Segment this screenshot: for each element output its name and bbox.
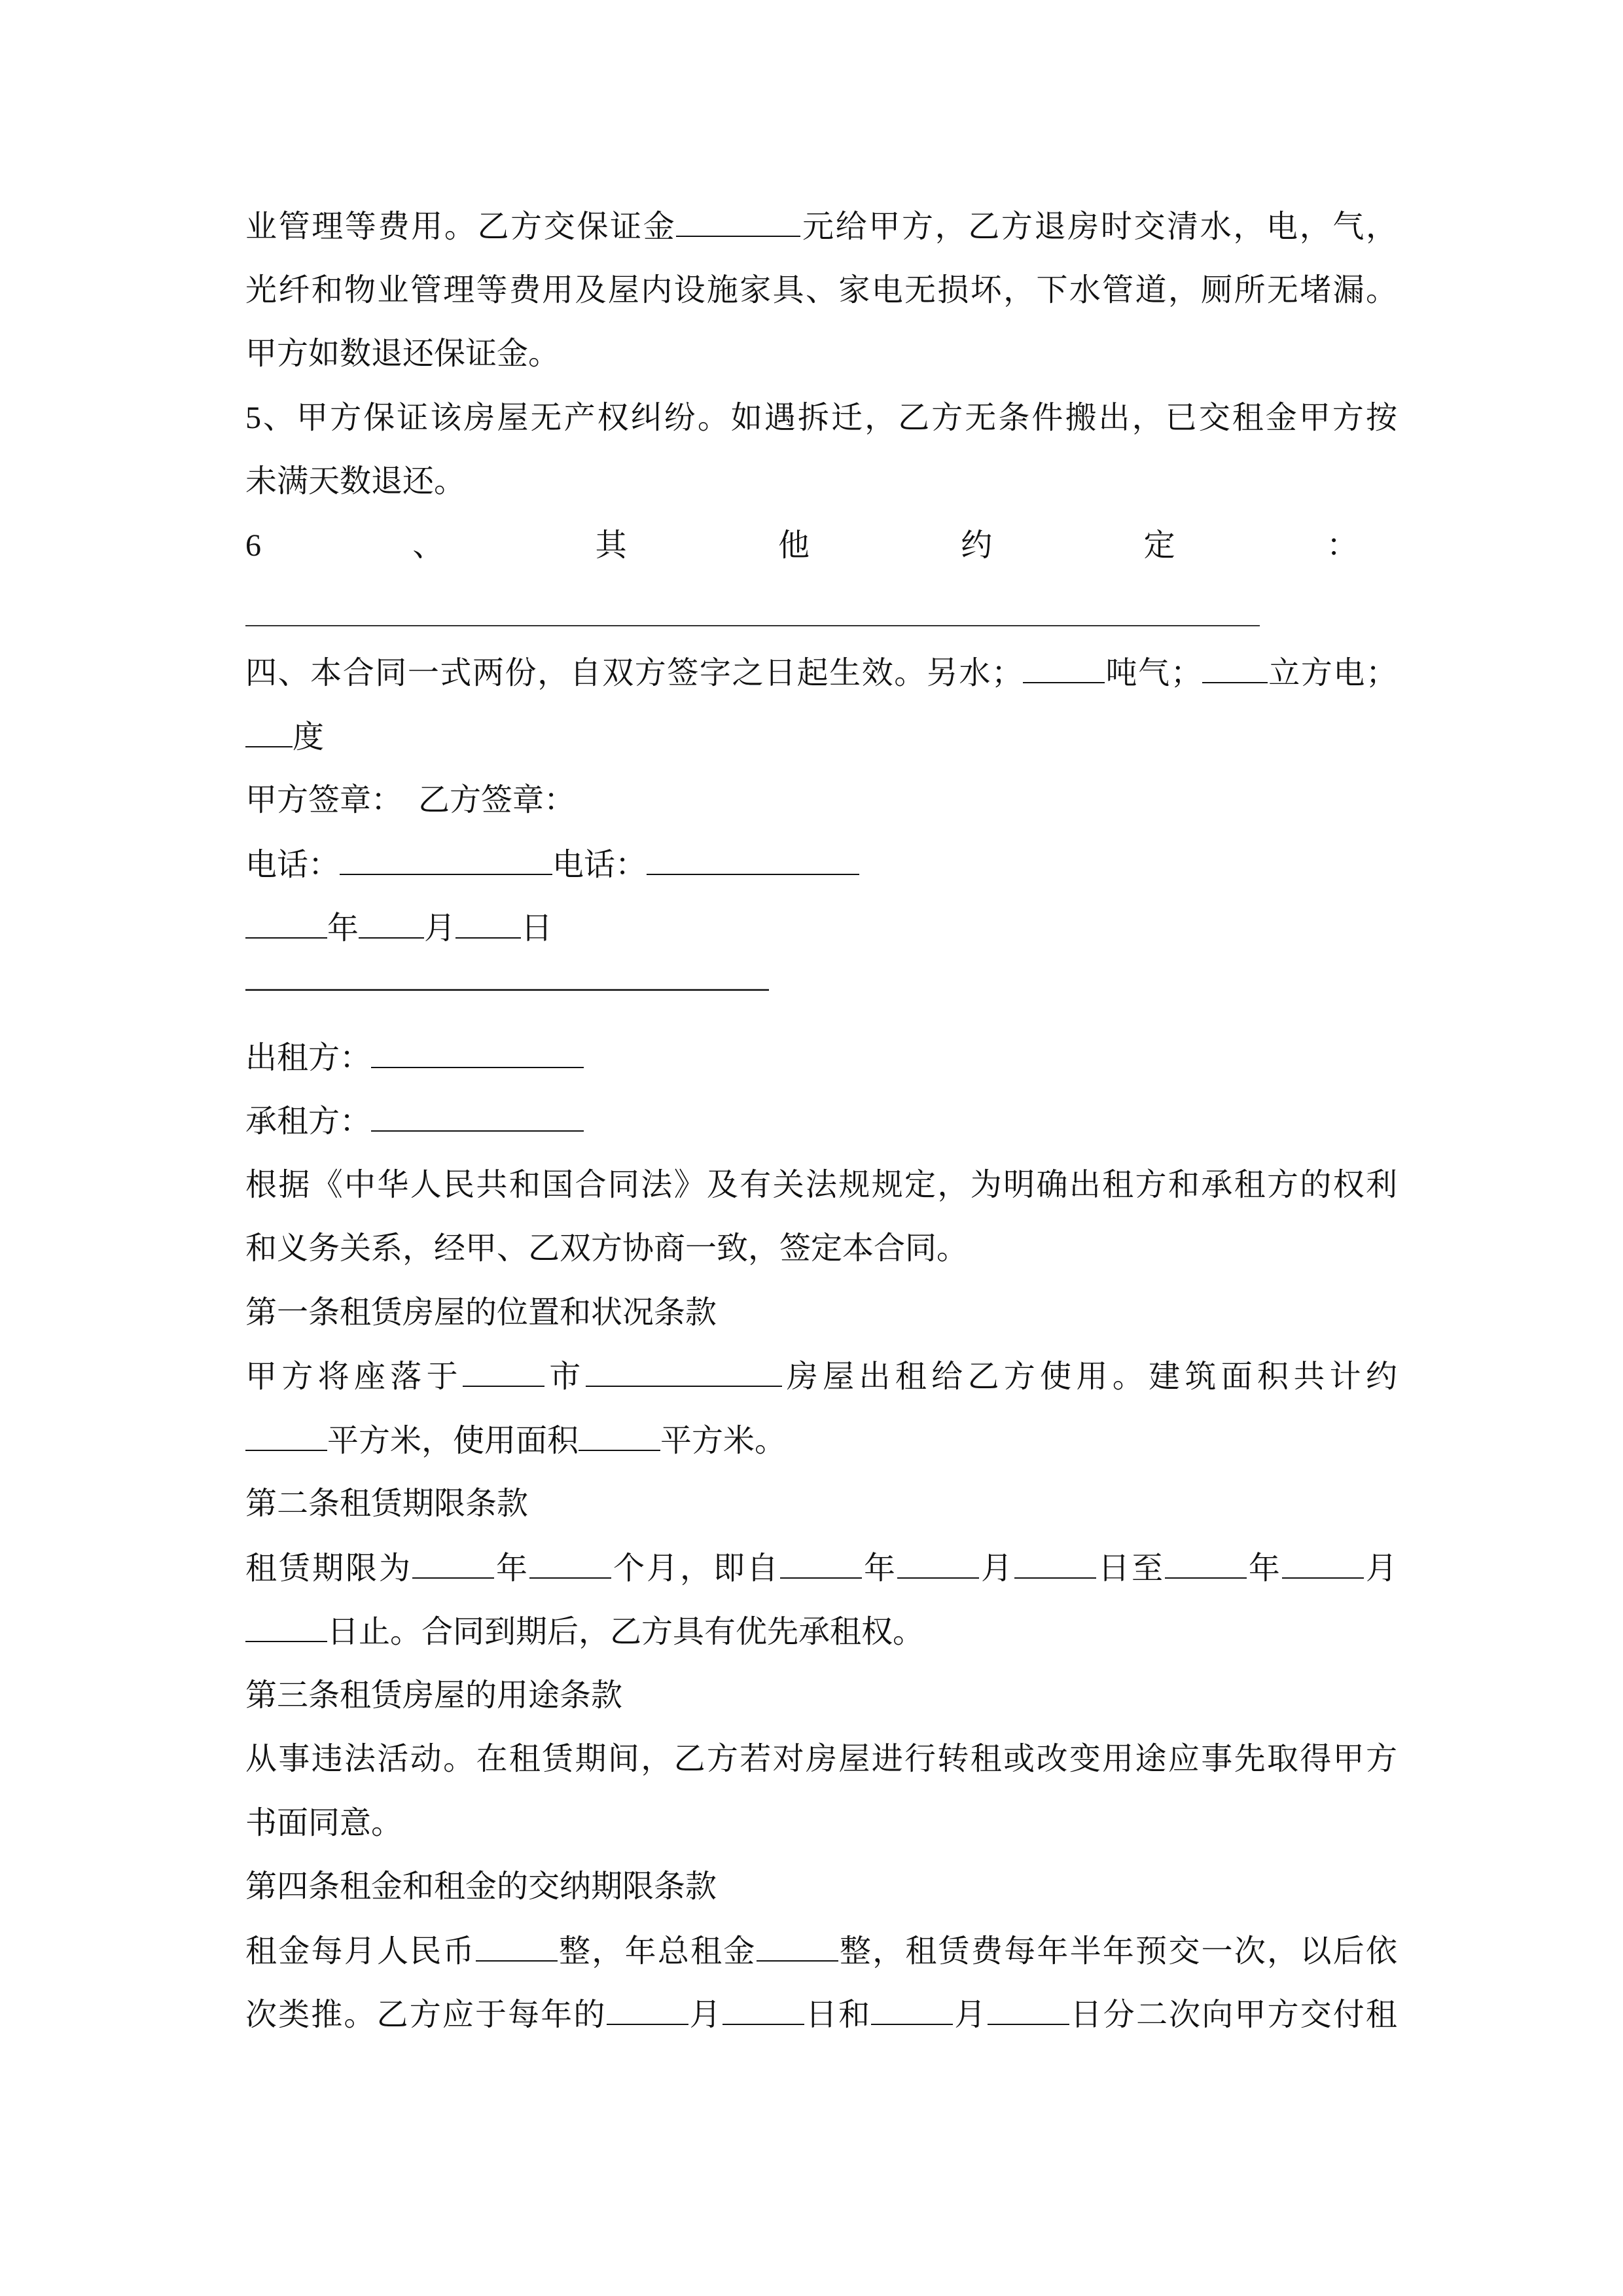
blank bbox=[1165, 1549, 1247, 1579]
text-line bbox=[245, 717, 324, 757]
blank bbox=[897, 1549, 979, 1579]
electricity-blank bbox=[245, 717, 293, 747]
blank bbox=[1014, 1549, 1096, 1579]
text: ： bbox=[1326, 528, 1358, 563]
text: 6 bbox=[245, 528, 261, 563]
text-line bbox=[245, 1549, 1397, 1588]
lessor-blank bbox=[371, 1038, 584, 1068]
text: 平方米，使用面积 bbox=[327, 1424, 579, 1458]
text-line: 光纤和物业管理等费用及屋内设施家具、家电无损坏，下水管道，厕所无堵漏。 bbox=[245, 273, 1397, 308]
blank bbox=[988, 1995, 1069, 2025]
text: 房屋出租给乙方使用。建筑面积共计约 bbox=[781, 1359, 1397, 1394]
blank bbox=[780, 1549, 862, 1579]
text-line: 根据《中华人民共和国合同法》及有关法规规定，为明确出租方和承租方的权利 bbox=[245, 1168, 1397, 1202]
blank bbox=[871, 1995, 953, 2025]
text-line bbox=[245, 1931, 1397, 1971]
text: 日止。合同到期后，乙方具有优先承租权。 bbox=[327, 1615, 925, 1649]
text: 月 bbox=[978, 1551, 1014, 1586]
text: 甲方将座落于 bbox=[245, 1359, 463, 1394]
monthly-rent-blank bbox=[476, 1931, 558, 1962]
text: 月 bbox=[424, 911, 456, 946]
city-blank bbox=[463, 1357, 544, 1387]
text: 承租方： bbox=[245, 1104, 372, 1139]
text-line bbox=[245, 1421, 786, 1461]
blank bbox=[245, 1612, 327, 1642]
article-3-heading: 第三条租赁房屋的用途条款 bbox=[245, 1678, 623, 1713]
deposit-blank bbox=[676, 207, 800, 237]
text: 月 bbox=[953, 1998, 988, 2032]
signature-labels: 甲方签章： 乙方签章： bbox=[245, 783, 576, 817]
phone-line bbox=[245, 845, 859, 885]
text-line: 从事违法活动。在租赁期间，乙方若对房屋进行转租或改变用途应事先取得甲方 bbox=[245, 1742, 1397, 1776]
blank bbox=[607, 1995, 688, 2025]
text: 出租方： bbox=[245, 1041, 372, 1075]
date-line bbox=[245, 908, 552, 948]
text: 四、本合同一式两份，自双方签字之日起生效。另水； bbox=[245, 656, 1023, 691]
text: 、 bbox=[412, 528, 444, 563]
text: 日和 bbox=[804, 1998, 872, 2032]
text: 日 bbox=[521, 911, 553, 946]
text: 市 bbox=[544, 1359, 586, 1394]
text: 他 bbox=[777, 528, 810, 563]
text: 立方电； bbox=[1267, 656, 1397, 691]
lessor-line bbox=[245, 1038, 584, 1078]
lessee-blank bbox=[371, 1102, 584, 1132]
text: 度 bbox=[293, 720, 325, 755]
text: 电话： bbox=[245, 848, 340, 882]
text: 个月，即自 bbox=[611, 1551, 780, 1586]
text-line: 甲方如数退还保证金。 bbox=[245, 336, 560, 371]
text-line bbox=[245, 1995, 1397, 2035]
annual-rent-blank bbox=[757, 1931, 838, 1962]
text-line: 和义务关系，经甲、乙双方协商一致，签定本合同。 bbox=[245, 1231, 969, 1266]
text-line: 未满天数退还。 bbox=[245, 464, 466, 499]
blank bbox=[529, 1549, 611, 1579]
gas-blank bbox=[1202, 653, 1268, 683]
text: 约 bbox=[961, 528, 993, 563]
phone-b-blank bbox=[647, 845, 859, 875]
blank bbox=[722, 1995, 804, 2025]
lessee-line bbox=[245, 1102, 584, 1141]
water-blank bbox=[1023, 653, 1105, 683]
article-2-heading: 第二条租赁期限条款 bbox=[245, 1486, 529, 1521]
article-1-heading: 第一条租赁房屋的位置和状况条款 bbox=[245, 1295, 717, 1330]
text-line: 书面同意。 bbox=[245, 1806, 403, 1840]
month-blank bbox=[359, 908, 424, 939]
area-blank bbox=[245, 1421, 327, 1451]
text-line bbox=[245, 1612, 924, 1652]
year-blank bbox=[245, 908, 327, 939]
text-line bbox=[245, 207, 1397, 247]
text: 平方米。 bbox=[660, 1424, 787, 1458]
day-blank bbox=[455, 908, 521, 939]
clause-6-heading bbox=[245, 526, 1358, 565]
clause-5: 5、甲方保证该房屋无产权纠纷。如遇拆迁，乙方无条件搬出，已交租金甲方按 bbox=[245, 401, 1397, 435]
text: 次类推。乙方应于每年的 bbox=[245, 1998, 607, 2032]
text: 年 bbox=[327, 911, 359, 946]
text: 租金每月人民币 bbox=[245, 1934, 476, 1969]
text: 年 bbox=[493, 1551, 529, 1586]
text: 整，租赁费每年半年预交一次，以后依 bbox=[838, 1934, 1397, 1969]
text-line bbox=[245, 1357, 1397, 1397]
text: 日分二次向甲方交付租 bbox=[1069, 1998, 1397, 2032]
text: 业管理等费用。乙方交保证金 bbox=[245, 209, 677, 244]
text: 元给甲方，乙方退房时交清水，电，气， bbox=[800, 209, 1397, 244]
other-terms-blank-line bbox=[245, 625, 1260, 626]
separator-line bbox=[245, 989, 769, 991]
text: 日至 bbox=[1096, 1551, 1165, 1586]
text: 年 bbox=[1246, 1551, 1282, 1586]
text: 整，年总租金 bbox=[557, 1934, 757, 1969]
blank bbox=[412, 1549, 494, 1579]
text: 年 bbox=[861, 1551, 897, 1586]
usable-area-blank bbox=[579, 1421, 660, 1451]
phone-a-blank bbox=[340, 845, 552, 875]
article-4-heading: 第四条租金和租金的交纳期限条款 bbox=[245, 1869, 717, 1904]
text: 月 bbox=[1363, 1551, 1397, 1586]
blank bbox=[1282, 1549, 1364, 1579]
text: 电话： bbox=[552, 848, 647, 882]
text: 月 bbox=[688, 1998, 722, 2032]
address-blank bbox=[586, 1357, 782, 1387]
text: 定 bbox=[1143, 528, 1175, 563]
text: 其 bbox=[595, 528, 627, 563]
text: 租赁期限为 bbox=[245, 1551, 412, 1586]
clause-4-section bbox=[245, 653, 1397, 693]
text: 吨气； bbox=[1105, 656, 1202, 691]
